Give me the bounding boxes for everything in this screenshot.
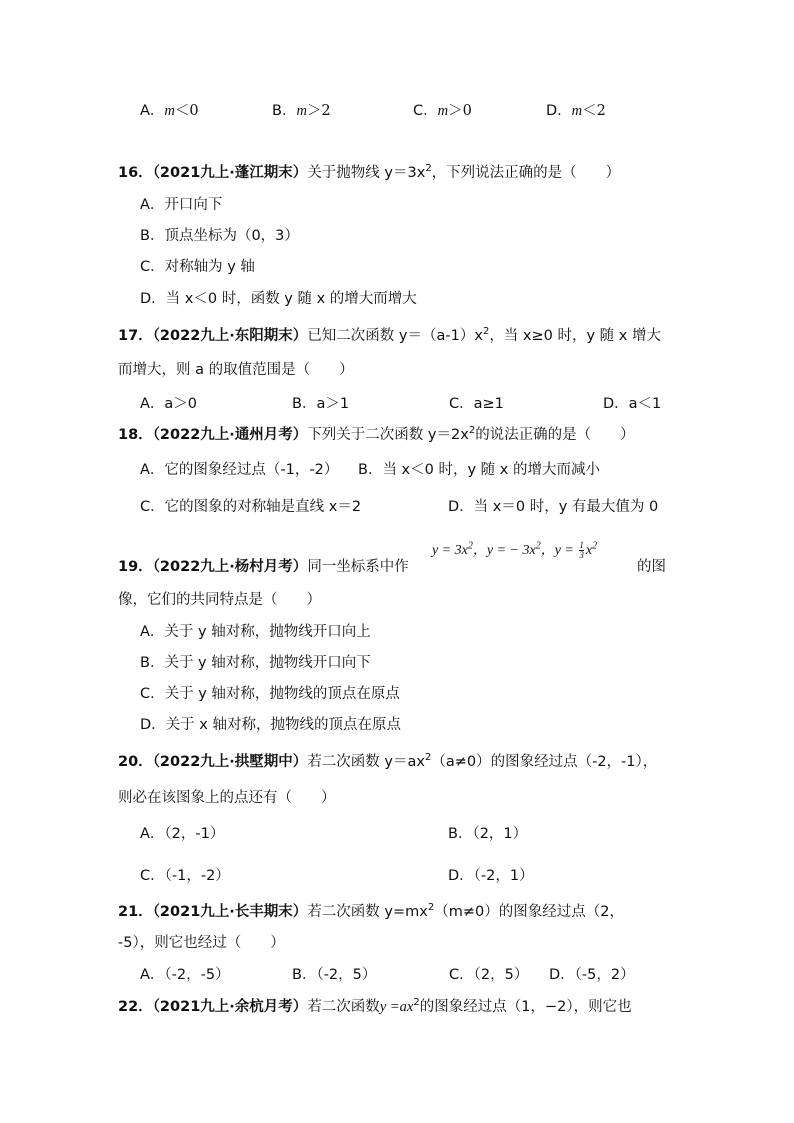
q16-option-b: B．顶点坐标为（0，3） [140,228,299,244]
q20-option-a: A．（2，-1） [140,826,225,842]
q18-option-b: B．当 x＜0 时，y 随 x 的增大而减小 [358,462,600,478]
q21-option-b: B．（-2，5） [292,967,377,983]
question-number: 19． [118,559,153,575]
q20-option-c: C．（-1，-2） [140,868,230,884]
question-source: （2022九上·通州月考） [152,427,308,443]
q19-stem-line2: 像，它们的共同特点是（ ） [118,592,321,608]
question-number: 21． [118,904,153,920]
question-number: 17． [118,328,153,344]
q16-option-c: C．对称轴为 y 轴 [140,259,255,275]
question-number: 22． [118,999,153,1015]
question-source: （2021九上·蓬江期末） [152,165,308,181]
q21-option-d: D．（-5，2） [549,967,635,983]
question-number: 20． [118,754,153,770]
q16-stem: 16．（2021九上·蓬江期末）关于抛物线 $y=3x^2$，下列说法正确的是（ ） [118,163,621,181]
q19-stem: 19．（2022九上·杨村月考）同一坐标系中作 [118,559,409,575]
q20-option-b: B．（2，1） [448,826,528,842]
question-source: （2022九上·拱墅期中） [152,754,308,770]
q18-option-c: C．它的图象的对称轴是直线 x＝2 [140,499,362,515]
q19-formula: $y = 3x^2$，y = − $3x^2$，y = $\frac{1}{3}$ $x^2$ [432,540,598,561]
q17-stem: 17．（2022九上·东阳期末）已知二次函数 $y=(a-1)x^2$，当 x≥0 时，y 随 x 增大 [118,326,661,344]
q19-option-b: B．关于 y 轴对称，抛物线开口向下 [140,655,371,671]
q21-stem-line2: -5），则它也经过（ ） [118,935,285,951]
q17-option-b: B．a＞1 [292,396,350,412]
q21-stem: 21．（2021九上·长丰期末）若二次函数 $y=mx^2(m\ne 0)$的图象经过点（2， [118,902,624,920]
question-source: （2021九上·余杭月考） [152,999,308,1015]
q20-stem: 20．（2022九上·拱墅期中）若二次函数 $y=ax^2(a\ne 0)$的图象经过点（-2，-1）， [118,752,658,770]
question-source: （2022九上·杨村月考） [152,559,308,575]
q16-option-a: A．开口向下 [140,197,223,213]
q18-option-a: A．它的图象经过点（-1，-2） [140,462,339,478]
q18-stem: 18．（2022九上·通州月考）下列关于二次函数 $y=2x^2$的说法正确的是（ ） [118,425,635,443]
question-number: 16． [118,165,153,181]
question-source: （2022九上·东阳期末） [152,328,308,344]
question-number: 18． [118,427,153,443]
q15-option-c: C．m＞0 [413,103,472,119]
q17-option-c: C．a≥1 [449,396,504,412]
q15-option-d: D．m＜2 [546,103,606,119]
q15-option-a: A．m＜0 [140,103,199,119]
q19-option-a: A．关于 y 轴对称，抛物线开口向上 [140,624,371,640]
q16-option-d: D．当 x＜0 时，函数 y 随 x 的增大而增大 [140,291,417,307]
q17-option-d: D．a＜1 [603,396,662,412]
question-source: （2021九上·长丰期末） [152,904,308,920]
q20-option-d: D．（-2，1） [448,868,534,884]
q17-option-a: A．a＞0 [140,396,198,412]
q17-stem-line2: 而增大，则 a 的取值范围是（ ） [118,362,354,378]
q19-option-d: D．关于 x 轴对称，抛物线的顶点在原点 [140,717,401,733]
q19-option-c: C．关于 y 轴对称，抛物线的顶点在原点 [140,686,400,702]
q19-stem-post: 的图 [637,559,666,575]
q21-option-c: C．（2，5） [449,967,529,983]
fraction: $\frac{1}{3}$ [579,540,584,561]
q22-stem: 22．（2021九上·余杭月考）若二次函数$y =ax^2$的图象经过点（1，−2），则它也 [118,997,632,1015]
q15-option-b: B．m＞2 [272,103,331,119]
q21-option-a: A．（-2，-5） [140,967,230,983]
q18-option-d: D．当 x＝0 时，y 有最大值为 0 [448,499,659,515]
q20-stem-line2: 则必在该图象上的点还有（ ） [118,790,336,806]
